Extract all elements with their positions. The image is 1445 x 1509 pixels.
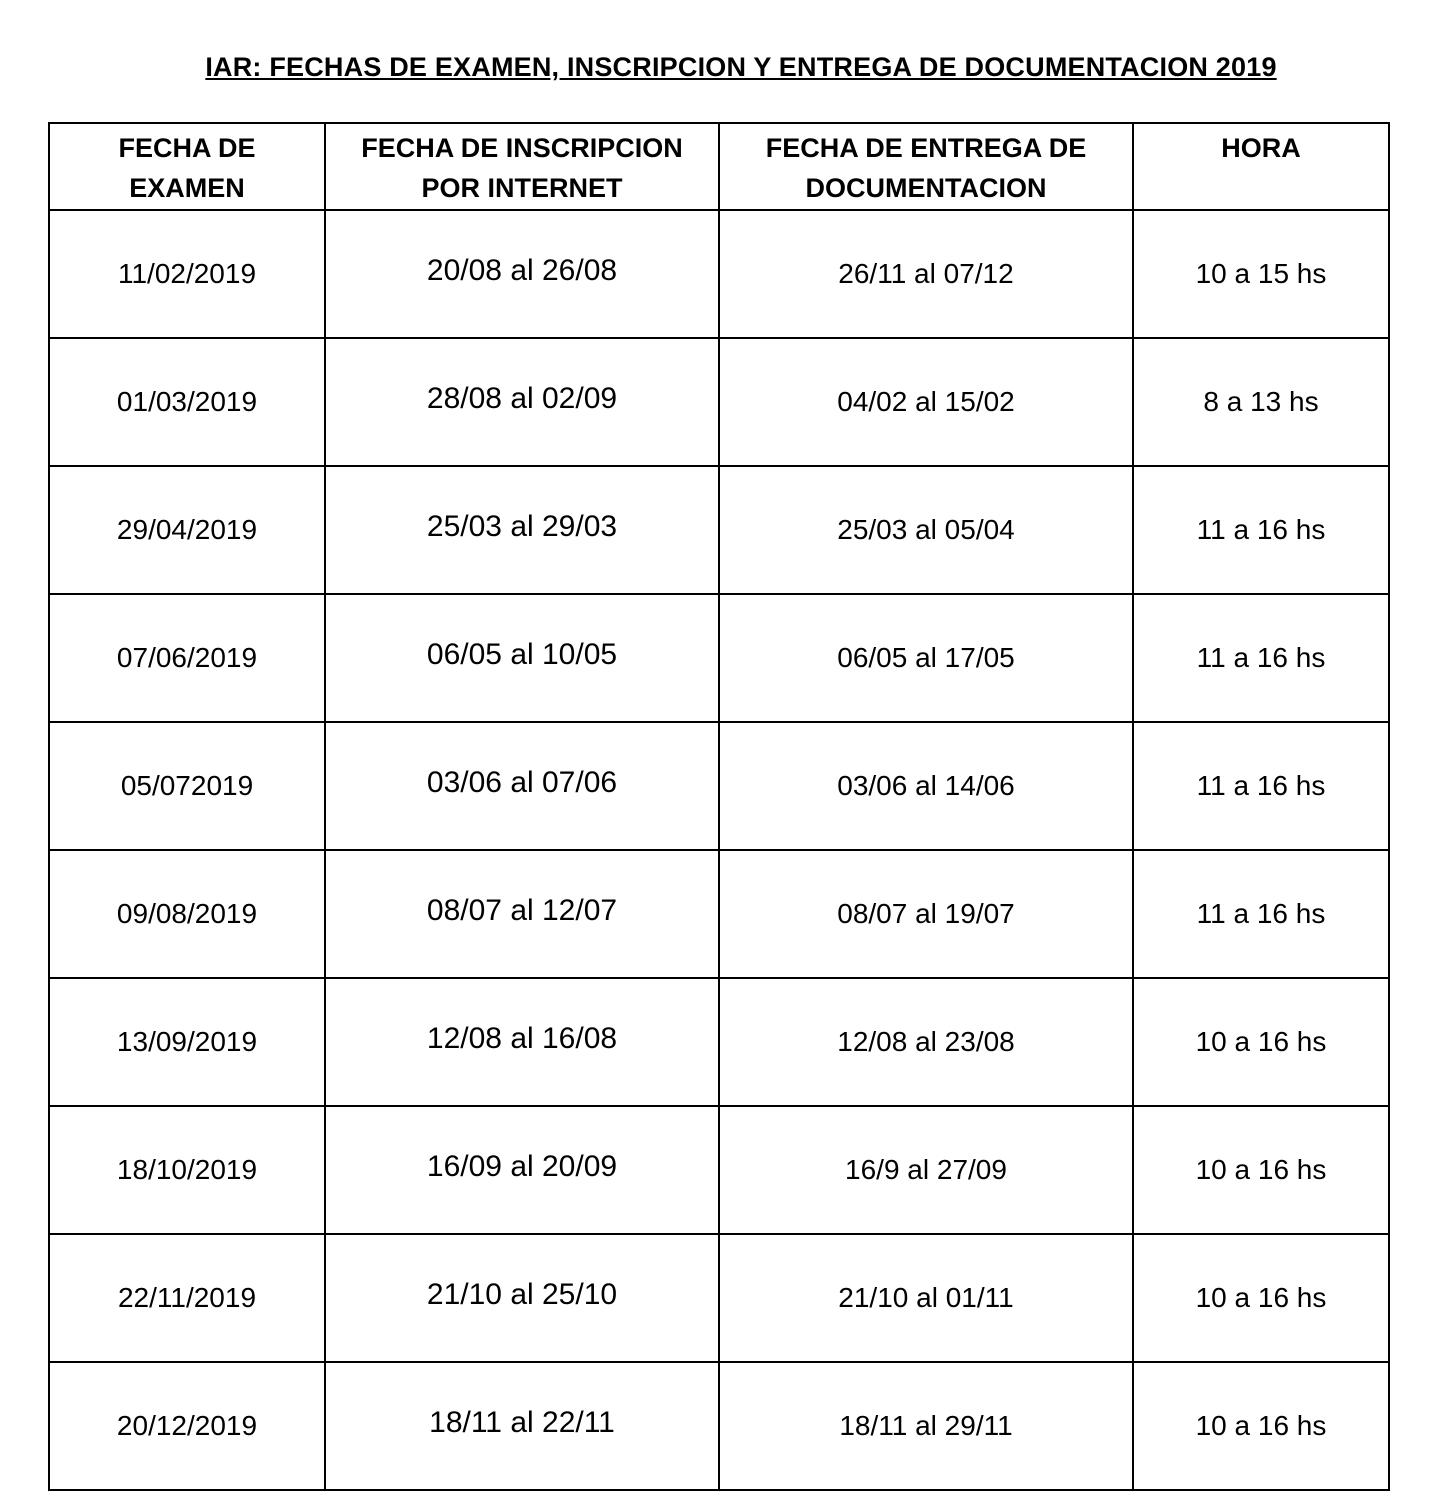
cell-examen: 11/02/2019	[49, 210, 325, 338]
cell-entrega: 06/05 al 17/05	[719, 594, 1133, 722]
cell-hora: 10 a 16 hs	[1133, 1234, 1389, 1362]
page-title: IAR: FECHAS DE EXAMEN, INSCRIPCION Y ENTREGA DE DOCUMENTACION 2019	[205, 52, 1277, 82]
exam-schedule-table	[48, 122, 1390, 1491]
cell-examen: 20/12/2019	[49, 1362, 325, 1490]
cell-entrega: 08/07 al 19/07	[719, 850, 1133, 978]
cell-examen: 18/10/2019	[49, 1106, 325, 1234]
cell-hora: 10 a 16 hs	[1133, 1106, 1389, 1234]
table-row	[49, 1362, 1389, 1490]
cell-hora: 11 a 16 hs	[1133, 594, 1389, 722]
table-row	[49, 594, 1389, 722]
cell-inscripcion: 21/10 al 25/10	[325, 1234, 719, 1362]
cell-hora: 10 a 16 hs	[1133, 1362, 1389, 1490]
header-fecha-examen	[49, 123, 325, 210]
cell-examen: 13/09/2019	[49, 978, 325, 1106]
header-text: DOCUMENTACION	[805, 173, 1047, 203]
cell-hora: 10 a 15 hs	[1133, 210, 1389, 338]
cell-hora: 11 a 16 hs	[1133, 722, 1389, 850]
cell-examen: 22/11/2019	[49, 1234, 325, 1362]
cell-inscripcion: 18/11 al 22/11	[325, 1362, 719, 1490]
table-row	[49, 466, 1389, 594]
header-fecha-inscripcion	[325, 123, 719, 210]
cell-inscripcion: 06/05 al 10/05	[325, 594, 719, 722]
table-header-row	[49, 123, 1389, 210]
cell-inscripcion: 08/07 al 12/07	[325, 850, 719, 978]
table-row	[49, 338, 1389, 466]
cell-examen: 05/072019	[49, 722, 325, 850]
cell-entrega: 25/03 al 05/04	[719, 466, 1133, 594]
cell-inscripcion: 20/08 al 26/08	[325, 210, 719, 338]
cell-inscripcion: 28/08 al 02/09	[325, 338, 719, 466]
cell-examen: 07/06/2019	[49, 594, 325, 722]
cell-hora: 10 a 16 hs	[1133, 978, 1389, 1106]
header-fecha-entrega	[719, 123, 1133, 210]
table-row	[49, 850, 1389, 978]
table-row	[49, 722, 1389, 850]
cell-entrega: 16/9 al 27/09	[719, 1106, 1133, 1234]
table-row	[49, 978, 1389, 1106]
header-text: FECHA DE INSCRIPCION	[361, 133, 683, 163]
cell-entrega: 12/08 al 23/08	[719, 978, 1133, 1106]
cell-hora: 11 a 16 hs	[1133, 466, 1389, 594]
cell-entrega: 18/11 al 29/11	[719, 1362, 1133, 1490]
cell-inscripcion: 12/08 al 16/08	[325, 978, 719, 1106]
header-text: FECHA DE ENTREGA DE	[765, 133, 1087, 163]
cell-inscripcion: 03/06 al 07/06	[325, 722, 719, 850]
table-row	[49, 1234, 1389, 1362]
header-text: EXAMEN	[129, 173, 245, 203]
header-text: HORA	[1221, 133, 1301, 163]
table-row	[49, 1106, 1389, 1234]
header-text: POR INTERNET	[421, 173, 623, 203]
header-hora	[1133, 123, 1389, 210]
header-text: FECHA DE	[118, 133, 256, 163]
cell-inscripcion: 16/09 al 20/09	[325, 1106, 719, 1234]
cell-entrega: 04/02 al 15/02	[719, 338, 1133, 466]
cell-hora: 11 a 16 hs	[1133, 850, 1389, 978]
cell-examen: 09/08/2019	[49, 850, 325, 978]
cell-entrega: 26/11 al 07/12	[719, 210, 1133, 338]
cell-hora: 8 a 13 hs	[1133, 338, 1389, 466]
cell-examen: 01/03/2019	[49, 338, 325, 466]
cell-entrega: 03/06 al 14/06	[719, 722, 1133, 850]
table-row	[49, 210, 1389, 338]
cell-inscripcion: 25/03 al 29/03	[325, 466, 719, 594]
cell-examen: 29/04/2019	[49, 466, 325, 594]
cell-entrega: 21/10 al 01/11	[719, 1234, 1133, 1362]
